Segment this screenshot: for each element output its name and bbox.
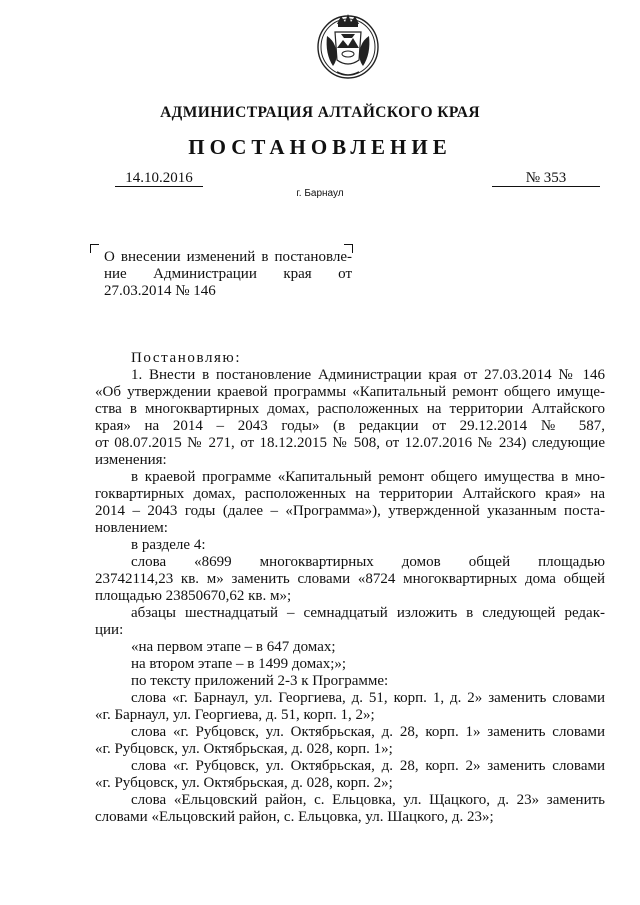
body-line: на втором этапе – в 1499 домах;»;: [131, 656, 347, 672]
document-subject: [104, 249, 352, 300]
body-line: «Об утверждении краевой программы «Капитальный ремонт общего имуще-: [95, 384, 605, 400]
body-line: словами «Ельцовский район, с. Ельцовка, ул. Шацкого, д. 23»;: [95, 809, 494, 825]
body-line: по тексту приложений 2-3 к Программе:: [131, 673, 389, 689]
body-line: ства в многоквартирных домах, расположенных на территории Алтайского: [95, 401, 605, 417]
body-lead: Постановляю:: [131, 350, 242, 366]
body-line: площадью 23850670,62 кв. м»;: [95, 588, 292, 604]
body-line: края» на 2014 – 2043 годы» (в редакции от 29.12.2014 № 587,: [95, 418, 605, 434]
body-line: 23742114,23 кв. м» заменить словами «8724 многоквартирных дома общей: [95, 571, 605, 587]
subject-line: О внесении изменений в постановле-: [104, 249, 352, 265]
body-line: 1. Внести в постановление Администрации края от 27.03.2014 № 146: [131, 367, 605, 383]
organization-name: АДМИНИСТРАЦИЯ АЛТАЙСКОГО КРАЯ: [160, 104, 480, 121]
body-line: «г. Барнаул, ул. Георгиева, д. 51, корп. 1, 2»;: [95, 707, 375, 723]
body-line: изменения:: [95, 452, 167, 468]
body-line: «на первом этапе – в 647 домах;: [131, 639, 336, 655]
body-line: в краевой программе «Капитальный ремонт общего имущества в мно-: [131, 469, 605, 485]
subject-bracket-left: [90, 244, 99, 253]
document-number: № 353: [492, 170, 600, 187]
subject-line: 27.03.2014 № 146: [104, 283, 216, 299]
body-line: слова «8699 многоквартирных домов общей площадью: [131, 554, 605, 570]
body-line: новлением:: [95, 520, 168, 536]
body-line: слова «г. Рубцовск, ул. Октябрьская, д. 28, корп. 1» заменить словами: [131, 724, 605, 740]
document-date: 14.10.2016: [115, 170, 203, 187]
body-line: «г. Рубцовск, ул. Октябрьская, д. 028, корп. 1»;: [95, 741, 393, 757]
body-line: от 08.07.2015 № 271, от 18.12.2015 № 508, от 12.07.2016 № 234) следующие: [95, 435, 605, 451]
body-line: гоквартирных домах, расположенных на территории Алтайского края» на: [95, 486, 605, 502]
document-body: [95, 350, 605, 826]
document-city: г. Барнаул: [296, 188, 344, 199]
body-line: «г. Рубцовск, ул. Октябрьская, д. 028, корп. 2»;: [95, 775, 393, 791]
body-line: 2014 – 2043 годы (далее – «Программа»), утвержденной указанным поста-: [95, 503, 605, 519]
body-line: ции:: [95, 622, 124, 638]
body-line: абзацы шестнадцатый – семнадцатый изложить в следующей редак-: [131, 605, 605, 621]
subject-line: ние Администрации края от: [104, 266, 352, 282]
body-line: слова «г. Барнаул, ул. Георгиева, д. 51, корп. 1, д. 2» заменить словами: [131, 690, 605, 706]
body-line: слова «г. Рубцовск, ул. Октябрьская, д. 28, корп. 2» заменить словами: [131, 758, 605, 774]
body-line: слова «Ельцовский район, с. Ельцовка, ул. Щацкого, д. 23» заменить: [131, 792, 605, 808]
document-type: ПОСТАНОВЛЕНИЕ: [188, 135, 452, 159]
body-line: в разделе 4:: [131, 537, 206, 553]
altai-krai-coat-of-arms-icon: [315, 10, 381, 80]
